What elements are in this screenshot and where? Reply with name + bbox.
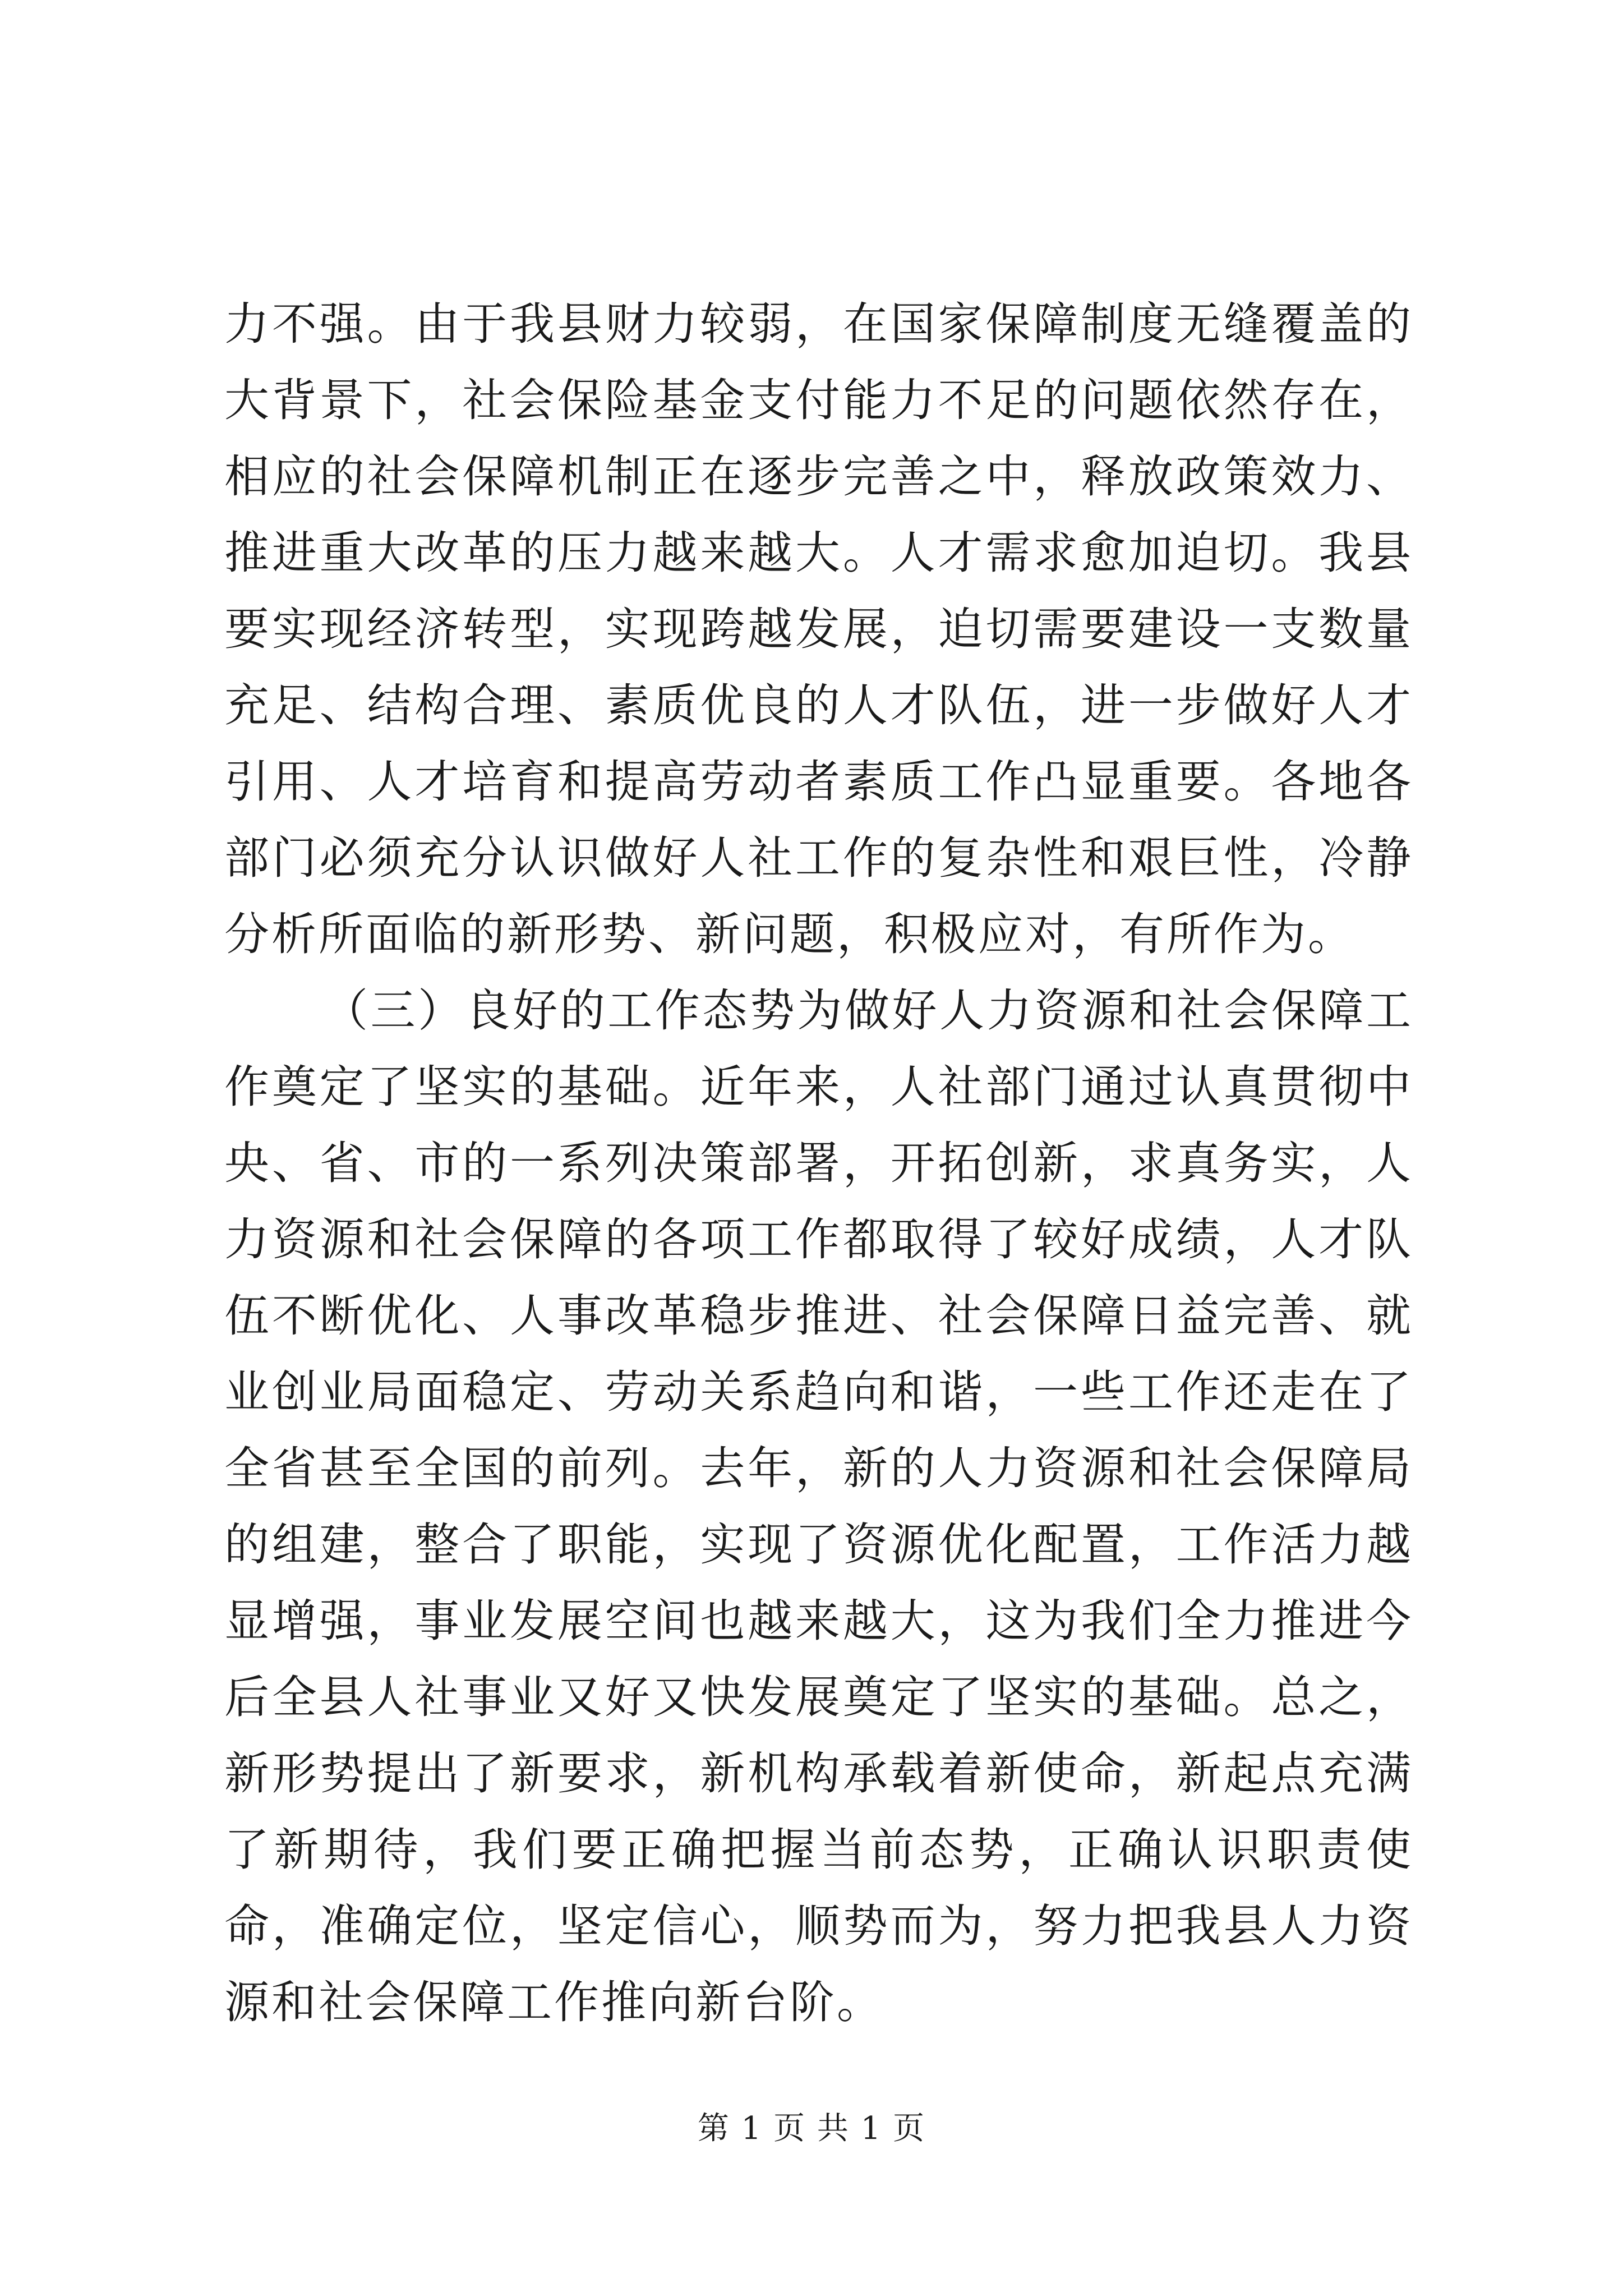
paragraph-continuation: 力不强。由于我县财力较弱，在国家保障制度无缝覆盖的大背景下，社会保险基金支付能力不足的问题依然存在，相应的社会保障机制正在逐步完善之中，释放政策效力、推进重大改革的压力越来越大。人才需求愈加迫切。我县要实现经济转型，实现跨越发展，迫切需要建设一支数量充足、结构合理、素质优良的人才队伍，进一步做好人才引用、人才培育和提高劳动者素质工作凸显重要。各地各部门必须充分认识做好人社工作的复杂性和艰巨性，冷静分析所面临的新形势、新问题，积极应对，有所作为。 <box>224 298 1413 960</box>
paragraph-section-three: （三）良好的工作态势为做好人力资源和社会保障工作奠定了坚实的基础。近年来，人社部门通过认真贯彻中央、省、市的一系列决策部署，开拓创新，求真务实，人力资源和社会保障的各项工作都取得了较好成绩，人才队伍不断优化、人事改革稳步推进、社会保障日益完善、就业创业局面稳定、劳动关系趋向和谐，一些工作还走在了全省甚至全国的前列。去年，新的人力资源和社会保障局的组建，整合了职能，实现了资源优化配置，工作活力越显增强，事业发展空间也越来越大，这为我们全力推进今后全县人社事业又好又快发展奠定了坚实的基础。总之，新形势提出了新要求，新机构承载着新使命，新起点充满了新期待，我们要正确把握当前态势，正确认识职责使命，准确定位，坚定信心，顺势而为，努力把我县人力资源和社会保障工作推向新台阶。 <box>224 984 1413 2028</box>
page-number-footer: 第 1 页 共 1 页 <box>697 2110 926 2147</box>
document-body <box>224 286 1413 2041</box>
